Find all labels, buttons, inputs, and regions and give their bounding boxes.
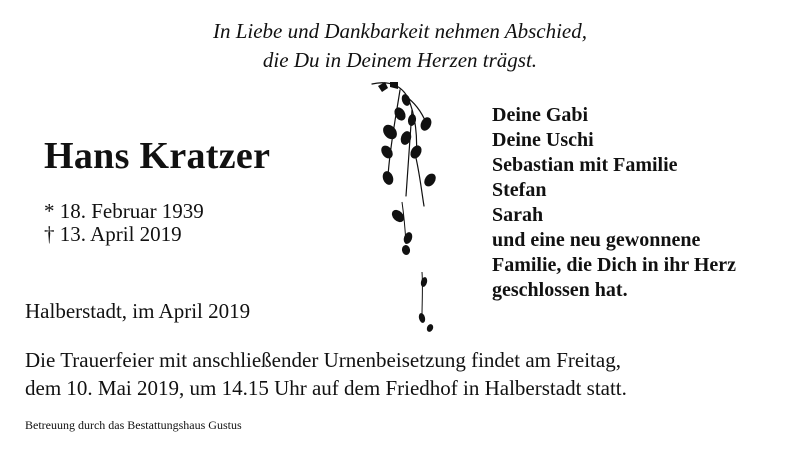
ceremony-line-2: dem 10. Mai 2019, um 14.15 Uhr auf dem Friedhof in Halberstadt statt. — [25, 376, 627, 400]
mourner-line: Sarah — [492, 204, 544, 226]
mourner-line: Sebastian mit Familie — [492, 154, 678, 176]
intro-line-2: die Du in Deinem Herzen trägst. — [262, 48, 538, 72]
ceremony-line-1: Die Trauerfeier mit anschließender Urnenbeisetzung findet am Freitag, — [25, 348, 621, 372]
mourner-line: Familie, die Dich in ihr Herz — [492, 254, 737, 276]
place-and-date: Halberstadt, im April 2019 — [25, 299, 251, 323]
farewell-intro — [0, 17, 800, 75]
mourners-list — [492, 103, 736, 303]
mourner-line: Stefan — [492, 179, 547, 201]
mourner-line: Deine Uschi — [492, 129, 594, 151]
funeral-home-credit: Betreuung durch das Bestattungshaus Gustus — [25, 418, 242, 432]
mourner-line: geschlossen hat. — [492, 279, 628, 301]
birth-date: * 18. Februar 1939 — [44, 199, 204, 223]
funeral-ceremony-info — [25, 346, 627, 402]
life-dates — [44, 200, 204, 246]
deceased-name: Hans Kratzer — [44, 135, 271, 177]
intro-line-1: In Liebe und Dankbarkeit nehmen Abschied, — [212, 19, 588, 43]
death-date: † 13. April 2019 — [44, 222, 182, 246]
mourner-line: Deine Gabi — [492, 104, 589, 126]
mourner-line: und eine neu gewonnene — [492, 229, 701, 251]
birch-branch-icon — [360, 76, 450, 346]
